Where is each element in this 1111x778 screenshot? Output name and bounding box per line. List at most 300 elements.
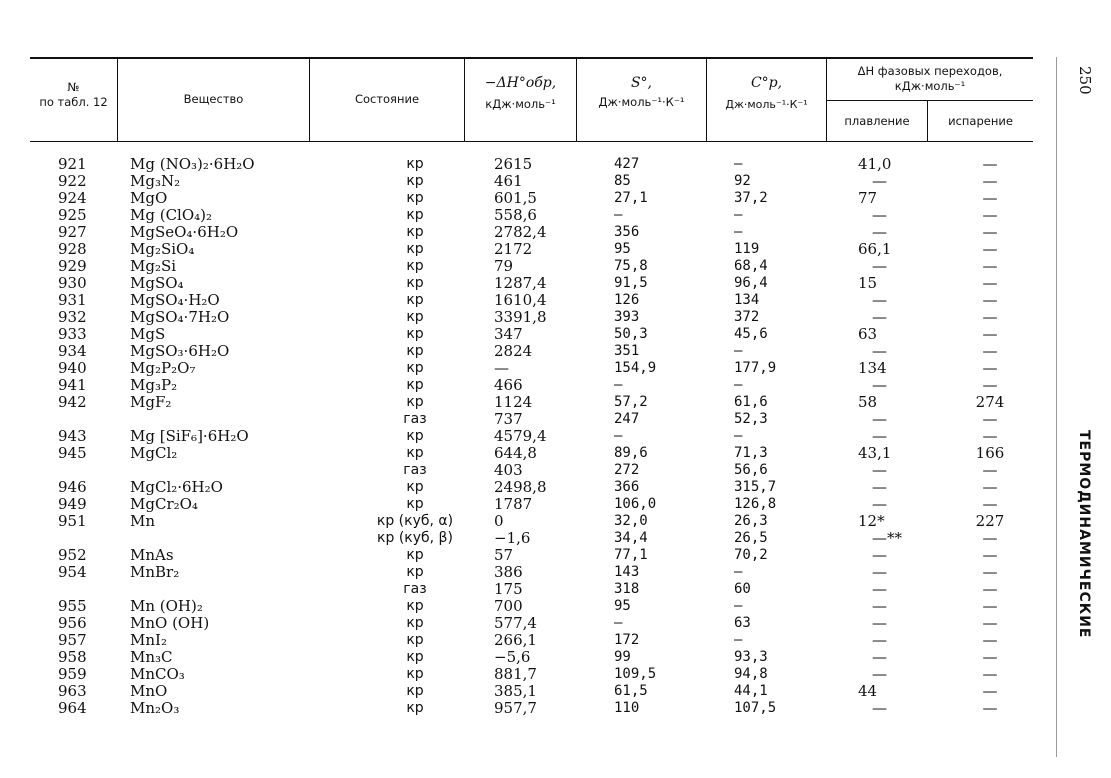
heat-capacity-value: — xyxy=(734,598,743,614)
evaporation-value: — xyxy=(982,359,998,377)
heat-capacity-value: 52,3 xyxy=(734,411,768,427)
entropy-value: 427 xyxy=(614,156,640,172)
heat-capacity-value: 372 xyxy=(734,309,760,325)
table-row xyxy=(30,411,1033,428)
melting-value: — xyxy=(872,257,887,275)
state: кр xyxy=(406,326,424,342)
enthalpy-value: 957,7 xyxy=(494,699,537,717)
table-body xyxy=(30,156,1033,717)
entropy-value: 95 xyxy=(614,241,631,257)
evaporation-value: — xyxy=(982,257,998,275)
evaporation-value: — xyxy=(982,240,998,258)
entropy-value: 34,4 xyxy=(614,530,648,546)
state: кр xyxy=(406,360,424,376)
entropy-value: 27,1 xyxy=(614,190,648,206)
substance-name: MgSO₄·H₂O xyxy=(130,291,220,309)
state: кр xyxy=(406,479,424,495)
table-row xyxy=(30,224,1033,241)
state: кр xyxy=(406,190,424,206)
state: кр xyxy=(406,547,424,563)
melting-value: 77 xyxy=(858,189,878,207)
substance-name: Mg (ClO₄)₂ xyxy=(130,206,213,224)
state: кр xyxy=(406,343,424,359)
table-row xyxy=(30,513,1033,530)
melting-value: — xyxy=(872,308,887,326)
evaporation-value: — xyxy=(982,546,998,564)
table-row xyxy=(30,394,1033,411)
evaporation-value: — xyxy=(982,495,998,513)
melting-value: — xyxy=(872,546,887,564)
state: кр xyxy=(406,700,424,716)
page-edge-rule xyxy=(1056,57,1057,757)
row-number xyxy=(58,411,98,428)
entropy-value: 57,2 xyxy=(614,394,648,410)
entropy-value: — xyxy=(614,615,623,631)
row-number: 943 xyxy=(58,427,87,445)
table-row xyxy=(30,649,1033,666)
melting-value: — xyxy=(872,342,887,360)
enthalpy-value: 2172 xyxy=(494,240,533,258)
page-number: 250 xyxy=(1076,65,1094,95)
entropy-value: 109,5 xyxy=(614,666,657,682)
heat-capacity-value: 26,3 xyxy=(734,513,768,529)
entropy-value: 32,0 xyxy=(614,513,648,529)
evaporation-value: — xyxy=(982,325,998,343)
heat-capacity-value: — xyxy=(734,564,743,580)
phase-subheader-rule xyxy=(826,100,1033,101)
enthalpy-value: 1610,4 xyxy=(494,291,547,309)
evaporation-value: — xyxy=(982,172,998,190)
row-number xyxy=(58,581,98,598)
melting-value: — xyxy=(872,172,887,190)
enthalpy-value: 0 xyxy=(494,512,504,530)
melting-value: — xyxy=(872,223,887,241)
evaporation-value: — xyxy=(982,410,998,428)
state: кр xyxy=(406,615,424,631)
substance-name: Mn xyxy=(130,512,156,530)
entropy-value: — xyxy=(614,377,623,393)
row-number xyxy=(58,530,98,547)
substance-name: MgCl₂ xyxy=(130,444,178,462)
heat-capacity-value: 96,4 xyxy=(734,275,768,291)
melting-value: — xyxy=(872,461,887,479)
state: кр xyxy=(406,683,424,699)
heat-capacity-value: — xyxy=(734,207,743,223)
table-row xyxy=(30,632,1033,649)
table-row xyxy=(30,581,1033,598)
row-number: 942 xyxy=(58,393,87,411)
melting-value: —** xyxy=(872,529,902,547)
melting-value: — xyxy=(872,206,887,224)
row-number: 954 xyxy=(58,563,87,581)
substance-name: MgSO₃·6H₂O xyxy=(130,342,230,360)
heat-capacity-value: 315,7 xyxy=(734,479,777,495)
row-number: 929 xyxy=(58,257,87,275)
row-number: 951 xyxy=(58,512,87,530)
row-number: 956 xyxy=(58,614,87,632)
table-row xyxy=(30,683,1033,700)
entropy-value: 393 xyxy=(614,309,640,325)
heat-capacity-value: — xyxy=(734,428,743,444)
row-number: 963 xyxy=(58,682,87,700)
header-enthalpy: −ΔH°обр, кДж·моль⁻¹ xyxy=(484,75,557,111)
table-row xyxy=(30,598,1033,615)
state: кр xyxy=(406,632,424,648)
entropy-value: 61,5 xyxy=(614,683,648,699)
table-row xyxy=(30,241,1033,258)
evaporation-value: — xyxy=(982,580,998,598)
entropy-value: 106,0 xyxy=(614,496,657,512)
table-row xyxy=(30,564,1033,581)
row-number: 934 xyxy=(58,342,87,360)
table-row xyxy=(30,207,1033,224)
state: кр (куб, α) xyxy=(376,513,454,529)
enthalpy-value: 57 xyxy=(494,546,514,564)
entropy-value: 75,8 xyxy=(614,258,648,274)
substance-name: Mg₃N₂ xyxy=(130,172,181,190)
enthalpy-value: 2615 xyxy=(494,155,533,173)
table-row xyxy=(30,360,1033,377)
evaporation-value: — xyxy=(982,376,998,394)
melting-value: 12* xyxy=(858,512,885,530)
table-row xyxy=(30,445,1033,462)
substance-name: MnO (OH) xyxy=(130,614,210,632)
substance-name: MgO xyxy=(130,189,168,207)
header-bottom-rule xyxy=(30,141,1033,142)
evaporation-value: — xyxy=(982,291,998,309)
substance-name: MgS xyxy=(130,325,166,343)
entropy-value: 50,3 xyxy=(614,326,648,342)
enthalpy-value: 2824 xyxy=(494,342,533,360)
heat-capacity-value: 26,5 xyxy=(734,530,768,546)
entropy-value: 154,9 xyxy=(614,360,657,376)
melting-value: 43,1 xyxy=(858,444,892,462)
melting-value: 58 xyxy=(858,393,878,411)
table-row xyxy=(30,428,1033,445)
row-number: 945 xyxy=(58,444,87,462)
evaporation-value: — xyxy=(982,274,998,292)
state: кр xyxy=(406,156,424,172)
substance-name: MnBr₂ xyxy=(130,563,180,581)
enthalpy-value: 601,5 xyxy=(494,189,537,207)
evaporation-value: — xyxy=(982,682,998,700)
heat-capacity-value: — xyxy=(734,632,743,648)
evaporation-value: 274 xyxy=(975,393,1005,411)
row-number: 924 xyxy=(58,189,87,207)
table-row xyxy=(30,479,1033,496)
row-number: 958 xyxy=(58,648,87,666)
melting-value: — xyxy=(872,580,887,598)
row-number: 925 xyxy=(58,206,87,224)
heat-capacity-value: 60 xyxy=(734,581,751,597)
melting-value: 134 xyxy=(858,359,887,377)
evaporation-value: — xyxy=(982,631,998,649)
heat-capacity-value: — xyxy=(734,156,743,172)
substance-name: Mn₃C xyxy=(130,648,173,666)
substance-name xyxy=(130,462,320,479)
melting-value: — xyxy=(872,665,887,683)
melting-value: — xyxy=(872,614,887,632)
evaporation-value: — xyxy=(982,699,998,717)
enthalpy-value: 79 xyxy=(494,257,514,275)
state: газ xyxy=(403,462,427,478)
heat-capacity-value: 126,8 xyxy=(734,496,777,512)
table-row xyxy=(30,343,1033,360)
entropy-value: 91,5 xyxy=(614,275,648,291)
state: кр xyxy=(406,445,424,461)
enthalpy-value: 881,7 xyxy=(494,665,537,683)
evaporation-value: 166 xyxy=(975,444,1005,462)
heat-capacity-value: 107,5 xyxy=(734,700,777,716)
melting-value: 44 xyxy=(858,682,878,700)
table-row xyxy=(30,377,1033,394)
enthalpy-value: 466 xyxy=(494,376,523,394)
melting-value: — xyxy=(872,597,887,615)
state: газ xyxy=(403,411,427,427)
enthalpy-value: 737 xyxy=(494,410,523,428)
evaporation-value: — xyxy=(982,563,998,581)
heat-capacity-value: — xyxy=(734,377,743,393)
heat-capacity-value: 119 xyxy=(734,241,760,257)
state: кр xyxy=(406,496,424,512)
enthalpy-value: 3391,8 xyxy=(494,308,547,326)
state: кр xyxy=(406,564,424,580)
state: кр xyxy=(406,377,424,393)
enthalpy-value: 385,1 xyxy=(494,682,537,700)
substance-name: MgSeO₄·6H₂O xyxy=(130,223,239,241)
table-row xyxy=(30,666,1033,683)
enthalpy-value: 1287,4 xyxy=(494,274,547,292)
state: кр xyxy=(406,309,424,325)
melting-value: 15 xyxy=(858,274,878,292)
entropy-value: 172 xyxy=(614,632,640,648)
row-number: 931 xyxy=(58,291,87,309)
enthalpy-value: 175 xyxy=(494,580,523,598)
header-substance: Вещество xyxy=(183,92,244,106)
entropy-value: 351 xyxy=(614,343,640,359)
substance-name xyxy=(130,530,320,547)
enthalpy-value: 1787 xyxy=(494,495,533,513)
melting-value: — xyxy=(872,699,887,717)
heat-capacity-value: 92 xyxy=(734,173,751,189)
heat-capacity-value: 134 xyxy=(734,292,760,308)
row-number: 957 xyxy=(58,631,87,649)
substance-name: MnI₂ xyxy=(130,631,167,649)
substance-name: Mg (NO₃)₂·6H₂O xyxy=(130,155,255,173)
melting-value: — xyxy=(872,410,887,428)
substance-name: MgF₂ xyxy=(130,393,172,411)
substance-name: MgCl₂·6H₂O xyxy=(130,478,223,496)
melting-value: — xyxy=(872,291,887,309)
heat-capacity-value: 177,9 xyxy=(734,360,777,376)
enthalpy-value: 700 xyxy=(494,597,523,615)
evaporation-value: — xyxy=(982,155,998,173)
row-number: 921 xyxy=(58,155,87,173)
entropy-value: 318 xyxy=(614,581,640,597)
table-row xyxy=(30,156,1033,173)
enthalpy-value: — xyxy=(494,359,509,377)
enthalpy-value: 577,4 xyxy=(494,614,537,632)
evaporation-value: — xyxy=(982,478,998,496)
heat-capacity-value: 56,6 xyxy=(734,462,768,478)
table-row xyxy=(30,615,1033,632)
state: кр (куб, β) xyxy=(377,530,453,546)
table-row xyxy=(30,462,1033,479)
state: кр xyxy=(406,173,424,189)
row-number: 949 xyxy=(58,495,87,513)
evaporation-value: — xyxy=(982,597,998,615)
heat-capacity-value: 94,8 xyxy=(734,666,768,682)
heat-capacity-value: 61,6 xyxy=(734,394,768,410)
melting-value: — xyxy=(872,631,887,649)
state: кр xyxy=(406,666,424,682)
entropy-value: 99 xyxy=(614,649,631,665)
heat-capacity-value: 70,2 xyxy=(734,547,768,563)
enthalpy-value: 2782,4 xyxy=(494,223,547,241)
enthalpy-value: 266,1 xyxy=(494,631,537,649)
entropy-value: 272 xyxy=(614,462,640,478)
heat-capacity-value: 63 xyxy=(734,615,751,631)
substance-name: Mg₂Si xyxy=(130,257,177,275)
state: кр xyxy=(406,428,424,444)
state: кр xyxy=(406,292,424,308)
header-state: Состояние xyxy=(354,92,420,106)
evaporation-value: — xyxy=(982,614,998,632)
heat-capacity-value: 93,3 xyxy=(734,649,768,665)
substance-name xyxy=(130,411,320,428)
state: кр xyxy=(406,394,424,410)
entropy-value: 143 xyxy=(614,564,640,580)
entropy-value: 356 xyxy=(614,224,640,240)
substance-name: Mn (OH)₂ xyxy=(130,597,203,615)
table-top-rule xyxy=(30,57,1033,59)
row-number: 930 xyxy=(58,274,87,292)
substance-name: MnAs xyxy=(130,546,174,564)
state: кр xyxy=(406,649,424,665)
substance-name: Mg [SiF₆]·6H₂O xyxy=(130,427,249,445)
substance-name: MnCO₃ xyxy=(130,665,185,683)
table-row xyxy=(30,275,1033,292)
table-row xyxy=(30,292,1033,309)
melting-value: — xyxy=(872,495,887,513)
enthalpy-value: 1124 xyxy=(494,393,533,411)
entropy-value: 89,6 xyxy=(614,445,648,461)
enthalpy-value: 386 xyxy=(494,563,523,581)
row-number: 952 xyxy=(58,546,87,564)
heat-capacity-value: 68,4 xyxy=(734,258,768,274)
melting-value: — xyxy=(872,427,887,445)
evaporation-value: — xyxy=(982,427,998,445)
evaporation-value: 227 xyxy=(975,512,1005,530)
enthalpy-value: 461 xyxy=(494,172,523,190)
running-title: ТЕРМОДИНАМИЧЕСКИЕ xyxy=(1076,430,1092,639)
evaporation-value: — xyxy=(982,461,998,479)
melting-value: 63 xyxy=(858,325,878,343)
melting-value: — xyxy=(872,478,887,496)
enthalpy-value: 347 xyxy=(494,325,523,343)
row-number: 941 xyxy=(58,376,87,394)
row-number xyxy=(58,462,98,479)
table-row xyxy=(30,190,1033,207)
header-phase-transitions: ΔH фазовых переходов, кДж·моль⁻¹ xyxy=(857,64,1003,93)
entropy-value: 77,1 xyxy=(614,547,648,563)
evaporation-value: — xyxy=(982,206,998,224)
melting-value: 41,0 xyxy=(858,155,892,173)
substance-name: MnO xyxy=(130,682,168,700)
row-number: 959 xyxy=(58,665,87,683)
entropy-value: 247 xyxy=(614,411,640,427)
row-number: 946 xyxy=(58,478,87,496)
row-number: 964 xyxy=(58,699,87,717)
header-evaporation: испарение xyxy=(948,114,1013,128)
state: кр xyxy=(406,275,424,291)
header-heat-capacity: C°p, Дж·моль⁻¹·К⁻¹ xyxy=(725,75,808,111)
enthalpy-value: 2498,8 xyxy=(494,478,547,496)
entropy-value: — xyxy=(614,428,623,444)
heat-capacity-value: — xyxy=(734,343,743,359)
row-number: 922 xyxy=(58,172,87,190)
header-entropy: S°, Дж·моль⁻¹·К⁻¹ xyxy=(598,75,685,109)
heat-capacity-value: 44,1 xyxy=(734,683,768,699)
enthalpy-value: −5,6 xyxy=(494,648,531,666)
row-number: 940 xyxy=(58,359,87,377)
enthalpy-value: 4579,4 xyxy=(494,427,547,445)
header-melting: плавление xyxy=(844,114,910,128)
enthalpy-value: 644,8 xyxy=(494,444,537,462)
evaporation-value: — xyxy=(982,342,998,360)
row-number: 927 xyxy=(58,223,87,241)
substance-name: Mn₂O₃ xyxy=(130,699,180,717)
substance-name: Mg₂SiO₄ xyxy=(130,240,195,258)
evaporation-value: — xyxy=(982,223,998,241)
heat-capacity-value: 71,3 xyxy=(734,445,768,461)
substance-name: Mg₂P₂O₇ xyxy=(130,359,196,377)
evaporation-value: — xyxy=(982,189,998,207)
table-row xyxy=(30,547,1033,564)
entropy-value: 110 xyxy=(614,700,640,716)
enthalpy-value: −1,6 xyxy=(494,529,531,547)
row-number: 928 xyxy=(58,240,87,258)
entropy-value: 126 xyxy=(614,292,640,308)
header-number: № по табл. 12 xyxy=(39,80,108,109)
state: кр xyxy=(406,241,424,257)
table-row xyxy=(30,700,1033,717)
enthalpy-value: 403 xyxy=(494,461,523,479)
entropy-value: 85 xyxy=(614,173,631,189)
state: кр xyxy=(406,258,424,274)
row-number: 932 xyxy=(58,308,87,326)
substance-name: MgSO₄ xyxy=(130,274,184,292)
table-row xyxy=(30,309,1033,326)
evaporation-value: — xyxy=(982,648,998,666)
evaporation-value: — xyxy=(982,529,998,547)
substance-name: MgCr₂O₄ xyxy=(130,495,198,513)
heat-capacity-value: 37,2 xyxy=(734,190,768,206)
entropy-value: 95 xyxy=(614,598,631,614)
melting-value: — xyxy=(872,563,887,581)
heat-capacity-value: — xyxy=(734,224,743,240)
row-number: 955 xyxy=(58,597,87,615)
melting-value: 66,1 xyxy=(858,240,892,258)
substance-name: MgSO₄·7H₂O xyxy=(130,308,230,326)
evaporation-value: — xyxy=(982,665,998,683)
state: кр xyxy=(406,207,424,223)
state: кр xyxy=(406,598,424,614)
table-row xyxy=(30,496,1033,513)
substance-name xyxy=(130,581,320,598)
state: газ xyxy=(403,581,427,597)
melting-value: — xyxy=(872,648,887,666)
